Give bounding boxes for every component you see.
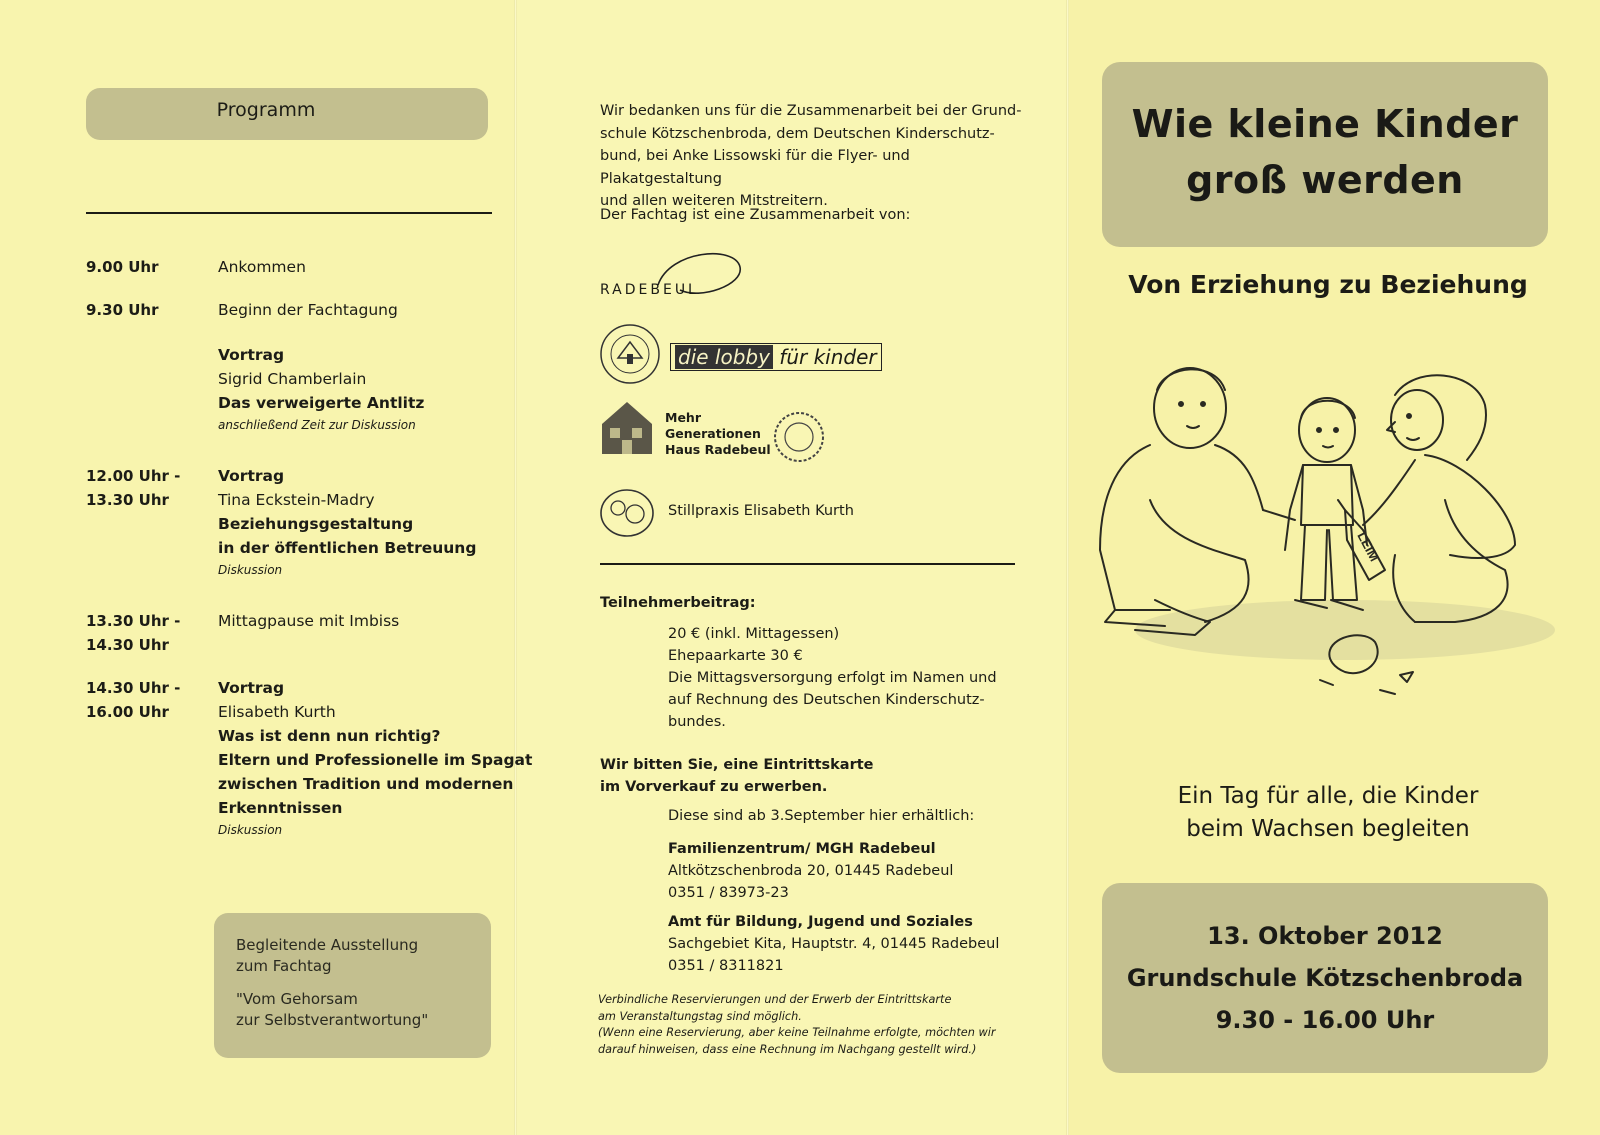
schedule-time: [86, 676, 180, 724]
time-end: 14.30 Uhr: [86, 636, 169, 654]
stillpraxis-label: Stillpraxis Elisabeth Kurth: [668, 503, 854, 519]
venue-phone: 0351 / 83973-23: [668, 885, 789, 901]
time-start: 13.30 Uhr -: [86, 612, 181, 630]
divider: [86, 212, 492, 214]
schedule-time: [86, 464, 180, 512]
talk-title: zwischen Tradition und modernen: [218, 775, 514, 793]
schedule-time: [86, 609, 180, 657]
fold-line: [1066, 0, 1069, 1135]
lobby-wordmark: für kinder: [779, 345, 877, 369]
schedule-item: Mittagpause mit Imbiss: [218, 612, 400, 630]
event-date: 13. Oktober 2012: [1207, 922, 1443, 950]
time-end: 13.30 Uhr: [86, 491, 169, 509]
thanks-line: bund, bei Anke Lissowski für die Flyer- und Plakatgestaltung: [600, 148, 910, 187]
talk-title: Eltern und Professionelle im Spagat: [218, 751, 533, 769]
talk-note: Diskussion: [218, 823, 283, 837]
mgh-line: Generationen: [665, 426, 761, 441]
talk-note: anschließend Zeit zur Diskussion: [218, 418, 416, 432]
event-hours: 9.30 - 16.00 Uhr: [1215, 1006, 1435, 1034]
talk-title: Das verweigerte Antlitz: [218, 394, 425, 412]
schedule-item: Ankommen: [218, 258, 306, 276]
mgh-line: Mehr: [665, 410, 701, 425]
acknowledgements: [600, 100, 1025, 213]
talk-type: Vortrag: [218, 346, 285, 364]
kinderschutzbund-seal-icon: [598, 322, 662, 386]
schedule-time: 9.30 Uhr: [86, 301, 159, 319]
advance-booking-note: [600, 754, 873, 798]
exhibit-line: Begleitende Ausstellung: [236, 936, 419, 954]
fee-line: auf Rechnung des Deutschen Kinderschutz-: [668, 692, 985, 708]
talk-title: in der öffentlichen Betreuung: [218, 539, 477, 557]
footnote-line: darauf hinweisen, dass eine Rechnung im Nachgang gestellt wird.): [598, 1042, 977, 1056]
title-line: groß werden: [1186, 158, 1464, 202]
footnote-line: am Veranstaltungstag sind möglich.: [598, 1009, 802, 1023]
tagline: [1098, 780, 1558, 846]
talk-speaker: Elisabeth Kurth: [218, 703, 336, 721]
schedule-talk-1: [218, 343, 424, 435]
subtitle: Von Erziehung zu Beziehung: [1128, 270, 1528, 299]
exhibit-line: "Vom Gehorsam: [236, 990, 358, 1008]
family-illustration: [1095, 360, 1555, 735]
tagline-line: beim Wachsen begleiten: [1186, 816, 1470, 842]
thanks-line: und allen weiteren Mitstreitern.: [600, 193, 828, 209]
glue-bottle-label: LEIM: [1354, 529, 1383, 564]
venue-title: Familienzentrum/ MGH Radebeul: [668, 841, 936, 857]
fee-details: [668, 623, 1018, 733]
thanks-line: Wir bedanken uns für die Zusammenarbeit bei der Grund-: [600, 103, 1022, 119]
exhibit-line: zur Selbstverantwortung": [236, 1011, 429, 1029]
main-title: [1102, 96, 1548, 208]
fee-heading: Teilnehmerbeitrag:: [600, 595, 756, 611]
schedule-talk-2: [218, 464, 476, 580]
talk-title: Beziehungsgestaltung: [218, 515, 414, 533]
talk-type: Vortrag: [218, 679, 285, 697]
reservation-footnote: [598, 992, 1028, 1058]
schedule-talk-3: [218, 676, 532, 840]
seal-badge-icon: [770, 410, 828, 464]
fee-line: bundes.: [668, 714, 726, 730]
exhibition-text: [236, 935, 428, 1031]
venue-title: Amt für Bildung, Jugend und Soziales: [668, 914, 973, 930]
mgh-line: Haus Radebeul: [665, 442, 771, 457]
talk-title: Was ist denn nun richtig?: [218, 727, 441, 745]
thanks-line: schule Kötzschenbroda, dem Deutschen Kinderschutz-: [600, 125, 995, 142]
time-end: 16.00 Uhr: [86, 703, 169, 721]
fee-line: 20 € (inkl. Mittagessen): [668, 626, 840, 642]
talk-note: Diskussion: [218, 563, 283, 577]
mgh-label: [665, 410, 771, 458]
lobby-fuer-kinder-logo: [670, 343, 882, 371]
exhibit-line: zum Fachtag: [236, 957, 332, 975]
program-title: Programm: [216, 99, 316, 121]
schedule-item: Beginn der Fachtagung: [218, 301, 398, 319]
stillpraxis-logo-icon: [598, 486, 656, 540]
availability-heading: Diese sind ab 3.September hier erhältlich:: [668, 808, 975, 824]
venue-phone: 0351 / 8311821: [668, 958, 784, 974]
talk-type: Vortrag: [218, 467, 285, 485]
title-line: Wie kleine Kinder: [1131, 102, 1519, 146]
house-icon: [598, 398, 656, 458]
ticket-venue-1: [668, 838, 953, 904]
event-venue: Grundschule Kötzschenbroda: [1126, 964, 1524, 992]
fold-line: [514, 0, 517, 1135]
tagline-line: Ein Tag für alle, die Kinder: [1177, 783, 1479, 809]
partners-heading: Der Fachtag ist eine Zusammenarbeit von:: [600, 207, 911, 223]
fee-line: Die Mittagsversorgung erfolgt im Namen und: [668, 670, 997, 686]
advance-line: Wir bitten Sie, eine Eintrittskarte: [600, 757, 874, 773]
footnote-line: Verbindliche Reservierungen und der Erwerb der Eintrittskarte: [598, 993, 952, 1006]
lobby-wordmark: die lobby: [675, 345, 773, 369]
time-start: 12.00 Uhr -: [86, 467, 181, 485]
event-info: [1102, 915, 1548, 1041]
fee-line: Ehepaarkarte 30 €: [668, 648, 803, 664]
radebeul-wordmark: RADEBEUL: [600, 282, 699, 298]
divider: [600, 563, 1015, 565]
talk-title: Erkenntnissen: [218, 799, 343, 817]
talk-speaker: Sigrid Chamberlain: [218, 370, 367, 388]
schedule-time: 9.00 Uhr: [86, 258, 159, 276]
advance-line: im Vorverkauf zu erwerben.: [600, 779, 828, 795]
venue-address: Sachgebiet Kita, Hauptstr. 4, 01445 Radebeul: [668, 936, 1000, 952]
footnote-line: (Wenn eine Reservierung, aber keine Teilnahme erfolgte, möchten wir: [598, 1026, 996, 1039]
time-start: 14.30 Uhr -: [86, 679, 181, 697]
talk-speaker: Tina Eckstein-Madry: [218, 491, 375, 509]
venue-address: Altkötzschenbroda 20, 01445 Radebeul: [668, 863, 954, 879]
ticket-venue-2: [668, 911, 999, 977]
